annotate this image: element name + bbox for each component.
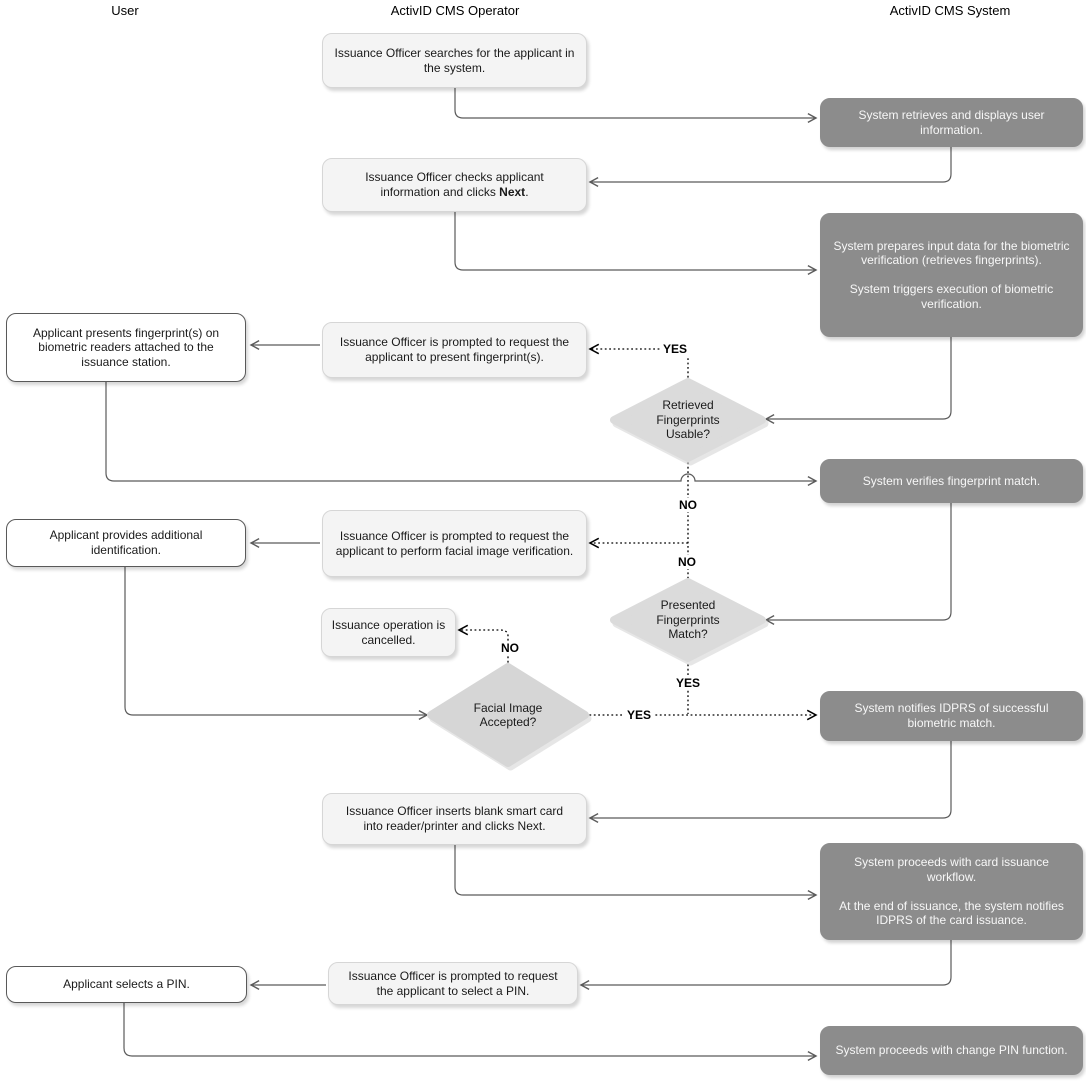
- edge-label-no-retrieved: NO: [676, 498, 700, 512]
- node-text: Issuance Officer is prompted to request the applicant to select a PIN.: [348, 968, 558, 998]
- edge-label-no-facial: NO: [498, 641, 522, 655]
- node-text: Applicant selects a PIN.: [63, 977, 190, 992]
- lane-header-system: ActivID CMS System: [889, 3, 1011, 18]
- flow-node-op-check-info: [322, 158, 587, 212]
- flow-node-sys-verifies-match: [820, 459, 1083, 503]
- node-text: [831, 239, 1072, 312]
- connector-search-to-retrieve: [455, 88, 816, 118]
- connector-selectpin-to-changepin: [124, 1003, 816, 1056]
- flow-node-user-presents-fingerprints: [6, 313, 246, 382]
- flow-node-sys-card-issuance: [820, 843, 1083, 940]
- flow-node-op-prompt-facial: [322, 510, 587, 577]
- node-text: Applicant provides additional identification.: [49, 528, 203, 557]
- node-text: Presented Fingerprints Match?: [656, 598, 720, 642]
- node-text-suffix: .: [525, 185, 529, 199]
- node-text: Facial Image Accepted?: [473, 700, 543, 729]
- node-text: Issuance Officer is prompted to request the applicant to perform facial image verification.: [335, 528, 574, 558]
- node-text: Issuance operation is cancelled.: [331, 617, 446, 647]
- edge-label-yes-retrieved: YES: [660, 342, 690, 356]
- edge-label-yes-facial: YES: [624, 708, 654, 722]
- decision-presented-match-label: [628, 585, 748, 655]
- flow-node-op-search: [322, 33, 587, 88]
- node-text: Issuance Officer is prompted to request the applicant to present fingerprint(s).: [339, 335, 570, 364]
- lane-header-operator: ActivID CMS Operator: [390, 3, 520, 18]
- connector-prepare-to-usable-decision: [766, 337, 951, 419]
- node-text: System proceeds with change PIN function.: [835, 1043, 1068, 1058]
- node-text: Issuance Officer inserts blank smart card into reader/printer and clicks Next.: [345, 804, 564, 833]
- node-paragraph-1: System prepares input data for the biometric verification (retrieves fingerprints).: [833, 238, 1070, 268]
- node-text: [334, 170, 575, 199]
- flow-node-op-cancelled: [321, 608, 456, 657]
- flow-node-sys-notifies-idprs: [820, 691, 1083, 741]
- node-text: System verifies fingerprint match.: [862, 473, 1041, 488]
- edge-label-no-presented: NO: [675, 555, 699, 569]
- edge-label-yes-presented: YES: [673, 676, 703, 690]
- lane-header-user: User: [111, 3, 139, 18]
- node-text: Applicant presents fingerprint(s) on biometric readers attached to the issuance station.: [32, 325, 220, 369]
- decision-facial-accepted-label: [448, 686, 568, 744]
- node-paragraph-2: System triggers execution of biometric verification.: [849, 282, 1054, 311]
- node-paragraph-1: System proceeds with card issuance workflow.: [854, 855, 1049, 884]
- node-text: Retrieved Fingerprints Usable?: [656, 398, 720, 442]
- node-text: System notifies IDPRS of successful biometric match.: [854, 701, 1049, 730]
- connector-insertcard-to-issuance: [455, 845, 816, 895]
- flow-node-user-additional-identification: [6, 519, 246, 567]
- flow-node-user-selects-pin: [6, 966, 247, 1003]
- node-text-prefix: Issuance Officer checks applicant information and clicks: [365, 170, 544, 199]
- node-text: [831, 855, 1072, 928]
- flow-node-op-prompt-pin: [328, 962, 578, 1005]
- flow-node-op-prompt-fingerprints: [322, 322, 587, 378]
- connector-check-to-prepare: [455, 212, 816, 270]
- decision-retrieved-usable-label: [628, 385, 748, 455]
- node-text: Issuance Officer searches for the applicant in the system.: [334, 45, 575, 75]
- connector-notify-to-insertcard: [590, 741, 951, 818]
- node-paragraph-2: At the end of issuance, the system notifies IDPRS of the card issuance.: [839, 898, 1064, 928]
- connector-retrieve-to-check: [590, 147, 951, 182]
- node-text-bold: Next: [499, 185, 526, 199]
- flow-node-op-insert-card: [322, 793, 587, 845]
- connector-verify-to-match-decision: [766, 503, 951, 620]
- node-text: System retrieves and displays user information.: [858, 107, 1045, 137]
- connector-issuance-to-promptpin: [581, 940, 951, 985]
- flow-node-sys-retrieves-info: [820, 98, 1083, 147]
- flow-node-sys-prepares-biometric: [820, 213, 1083, 337]
- flow-node-sys-change-pin: [820, 1026, 1083, 1075]
